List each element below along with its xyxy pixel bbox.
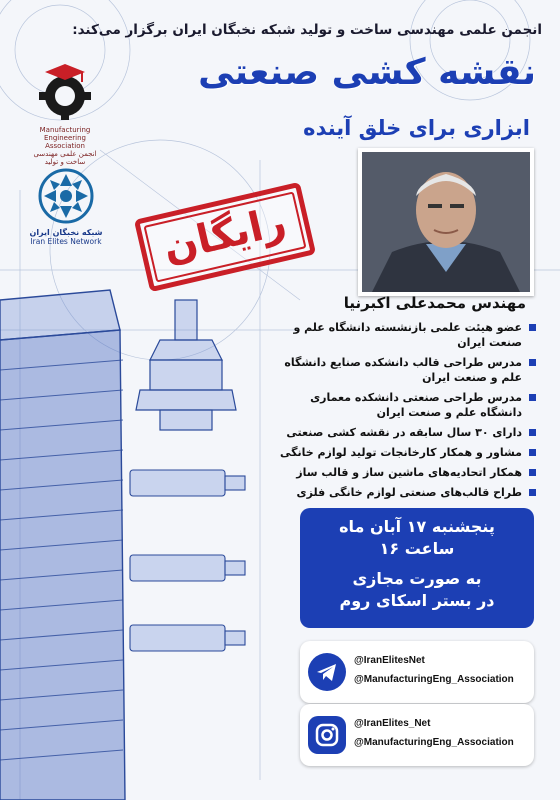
speaker-photo bbox=[358, 148, 534, 296]
event-date: پنجشنبه ۱۷ آبان ماه bbox=[339, 517, 495, 536]
association-logo-caption-fa: انجمن علمی مهندسی ساخت و تولید bbox=[33, 150, 97, 166]
list-item: طراح قالب‌های صنعتی لوازم خانگی فلزی bbox=[276, 485, 536, 500]
list-item: همکار اتحادیه‌های ماشین ساز و قالب ساز bbox=[276, 465, 536, 480]
speaker-name: مهندس محمدعلی اکبرنیا bbox=[343, 294, 526, 312]
nozzle-drawing bbox=[136, 300, 236, 430]
instagram-handle-1[interactable]: @IranElites_Net bbox=[354, 718, 431, 729]
event-mode: به صورت مجازی bbox=[352, 569, 482, 588]
event-time: ساعت ۱۶ bbox=[379, 539, 455, 558]
poster-subtitle: ابزاری برای خلق آینده bbox=[303, 116, 530, 140]
telegram-handle-1[interactable]: @IranElitesNet bbox=[354, 655, 425, 666]
gear-graduation-cap-icon bbox=[30, 60, 100, 122]
elites-network-caption-fa: شبکه نخبگان ایران bbox=[29, 228, 103, 237]
list-item: عضو هیئت علمی بازنشسته دانشگاه علم و صنعت ایران bbox=[276, 320, 536, 350]
elites-network-caption-en: Iran Elites Network bbox=[30, 237, 102, 246]
list-item: مدرس طراحی صنعتی دانشکده معماری دانشگاه علم و صنعت ایران bbox=[276, 390, 536, 420]
organizer-line: انجمن علمی مهندسی ساخت و تولید شبکه نخبگان ایران برگزار می‌کند: bbox=[72, 22, 542, 38]
event-info-box bbox=[300, 508, 534, 628]
telegram-card[interactable] bbox=[300, 641, 534, 703]
instagram-card[interactable] bbox=[300, 704, 534, 766]
list-item: دارای ۳۰ سال سابقه در نقشه کشی صنعتی bbox=[276, 425, 536, 440]
instagram-handle-2[interactable]: @ManufacturingEng_Association bbox=[354, 737, 514, 748]
telegram-icon[interactable] bbox=[308, 653, 346, 691]
poster-title: نقشه کشی صنعتی bbox=[198, 52, 536, 93]
list-item: مدرس طراحی قالب دانشکده صنایع دانشگاه علم و صنعت ایران bbox=[276, 355, 536, 385]
event-platform: در بستر اسکای روم bbox=[339, 591, 495, 610]
association-logo-caption-en: Manufacturing Engineering Association bbox=[39, 126, 91, 150]
list-item: مشاور و همکار کارخانجات تولید لوازم خانگی bbox=[276, 445, 536, 460]
telegram-handle-2[interactable]: @ManufacturingEng_Association bbox=[354, 674, 514, 685]
instagram-icon[interactable] bbox=[308, 716, 346, 754]
fittings-drawing bbox=[130, 470, 245, 651]
association-logo bbox=[30, 60, 100, 166]
speaker-credentials bbox=[276, 320, 536, 505]
elites-network-logo bbox=[28, 168, 104, 246]
network-emblem-icon bbox=[38, 168, 94, 224]
free-stamp: رایگان bbox=[134, 182, 316, 292]
